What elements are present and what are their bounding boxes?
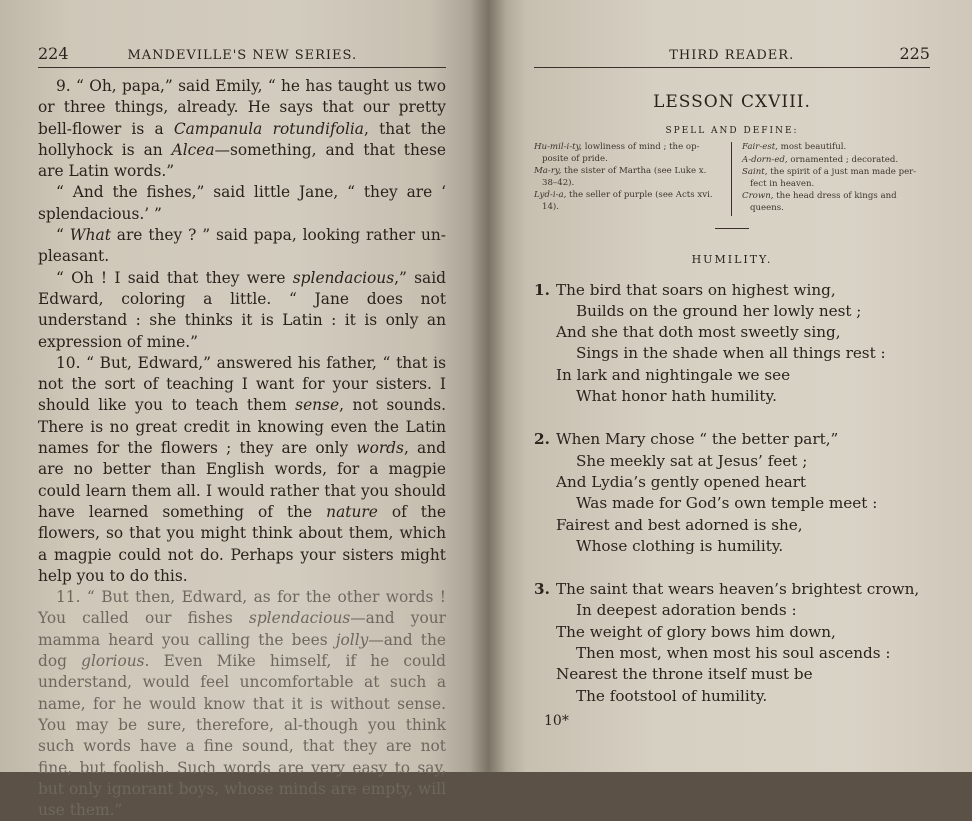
- stanza: [534, 429, 930, 557]
- right-running-head: [534, 44, 930, 68]
- poem-line: 1. The bird that soars on highest wing,: [534, 280, 930, 301]
- right-page: [488, 0, 972, 772]
- definition-text: lowliness of mind ; the op-posite of pride.: [542, 142, 700, 164]
- italic-term: jolly: [335, 630, 369, 649]
- definition-entry: [534, 142, 723, 165]
- italic-term: splendacious: [292, 268, 395, 287]
- definition-word: Saint,: [742, 167, 768, 178]
- left-page-body: [38, 76, 446, 821]
- poem-line: Builds on the ground her lowly nest ;: [576, 301, 862, 320]
- poem-line: 3. The saint that wears heaven’s brightest crown,: [534, 579, 930, 600]
- poem-line: And she that doth most sweetly sing,: [556, 323, 841, 342]
- definition-entry: [742, 191, 930, 214]
- definition-word: Ma-ry,: [534, 166, 562, 177]
- left-running-title: MANDEVILLE'S NEW SERIES.: [127, 48, 358, 63]
- poem-line: What honor hath humility.: [576, 387, 777, 406]
- definition-word: Hu-mil-i-ty,: [534, 142, 583, 152]
- definitions-left-column: [534, 142, 732, 216]
- definition-word: Lyd-i-a,: [534, 190, 567, 201]
- poem-line: She meekly sat at Jesus’ feet ;: [576, 451, 808, 470]
- poem-line: Fairest and best adorned is she,: [556, 515, 803, 534]
- poem-line: Whose clothing is humility.: [576, 536, 784, 555]
- definition-text: the head dress of kings and queens.: [750, 191, 897, 213]
- lesson-title: LESSON CXVIII.: [653, 92, 811, 112]
- italic-term: nature: [326, 502, 378, 521]
- poem-line: Nearest the throne itself must be: [556, 665, 813, 684]
- italic-term: sense: [295, 396, 340, 415]
- definition-text: most beautiful.: [777, 142, 847, 152]
- poem-line: The weight of glory bows him down,: [556, 622, 836, 641]
- italic-term: glorious: [81, 652, 145, 671]
- italic-term: Alcea: [171, 140, 215, 159]
- definition-text: the seller of purple (see Acts xvi. 14).: [542, 190, 713, 212]
- definition-entry: [742, 155, 930, 167]
- poem-line: 2. When Mary chose “ the better part,”: [534, 429, 930, 450]
- right-running-title: THIRD READER.: [669, 48, 795, 63]
- poem-title: HUMILITY.: [691, 252, 773, 266]
- stanza-number: 2.: [534, 430, 550, 449]
- spell-define-heading: SPELL AND DEFINE:: [665, 126, 799, 136]
- left-running-head: [38, 44, 446, 68]
- definition-entry: [534, 166, 723, 189]
- italic-term: words: [356, 439, 404, 458]
- poem-line: Then most, when most his soul ascends :: [576, 644, 891, 663]
- signature-mark: 10*: [544, 712, 569, 729]
- stanza-number: 1.: [534, 280, 550, 299]
- definitions-table: [534, 142, 930, 216]
- definition-text: ornamented ; decorated.: [787, 154, 899, 165]
- left-page-number: 224: [38, 44, 69, 63]
- poem-line: Sings in the shade when all things rest :: [576, 344, 886, 363]
- paragraph: “ And the fishes,” said little Jane, “ they are ‘ splendacious.’ ”: [38, 183, 446, 223]
- poem-line: And Lydia’s gently opened heart: [556, 472, 807, 491]
- definition-word: Fair-est,: [742, 142, 778, 152]
- definition-entry: [742, 167, 930, 190]
- italic-term: splendacious: [248, 609, 351, 628]
- definition-entry: [534, 190, 723, 213]
- poem-body: [534, 280, 930, 707]
- italic-term: What: [69, 226, 111, 245]
- stanza: [534, 280, 930, 408]
- right-page-number: 225: [899, 44, 930, 63]
- poem-line: In deepest adoration bends :: [576, 601, 797, 620]
- poem-line: In lark and nightingale we see: [556, 365, 791, 384]
- paragraph: “ Oh ! I said that they were splendacious,” said Edward, coloring a little. “ Jane does not understand : she thinks it is Latin : it is only an expression of mine.”: [38, 268, 446, 351]
- paragraph: “ What are they ? ” said papa, looking rather un-pleasant.: [38, 226, 447, 266]
- paragraph: 11. “ But then, Edward, as for the other words ! You called our fishes splendacious—and your mamma heard you calling the bees jolly—and the dog glorious. Even Mike himself, if he could understand, would feel uncomfortable at such a name, for he would know that it is without sense. You may be sure, therefore, al-though you think such words have a fine sound, that they are not fine, but foolish. Such words are very easy to say, but only ignorant boys, whose minds are empty, will use them.”: [38, 588, 447, 820]
- stanza: [534, 579, 930, 707]
- stanza-number: 3.: [534, 580, 550, 599]
- definition-text: the spirit of a just man made per-fect in heaven.: [750, 167, 917, 189]
- definition-text: the sister of Martha (see Luke x. 38–42).: [542, 166, 707, 188]
- definition-word: Crown,: [742, 191, 774, 202]
- definitions-right-column: [732, 142, 930, 216]
- poem-line: The footstool of humility.: [576, 686, 768, 705]
- definition-word: A-dorn-ed,: [742, 154, 788, 165]
- paragraph: 9. “ Oh, papa,” said Emily, “ he has taught us two or three things, already. He says that our pretty bell-flower is a Campanula rotundifolia, that the hollyhock is an Alcea—something, and that these are Latin words.”: [38, 77, 446, 181]
- paragraph: 10. “ But, Edward,” answered his father, “ that is not the sort of teaching I want for your sisters. I should like you to teach them sense, not sounds. There is no great credit in knowing even the Latin names for the flowers ; they are only words, and are no better than English words, for a magpie could learn them all. I would rather that you should have learned something of the nature of the flowers, so that you might think about them, which a magpie could not do. Perhaps your sisters might help you to do this.: [38, 353, 447, 585]
- short-rule-divider: [715, 228, 749, 229]
- poem-line: Was made for God’s own temple meet :: [576, 494, 878, 513]
- definition-entry: [742, 142, 930, 154]
- italic-term: Campanula rotundifolia: [173, 119, 364, 138]
